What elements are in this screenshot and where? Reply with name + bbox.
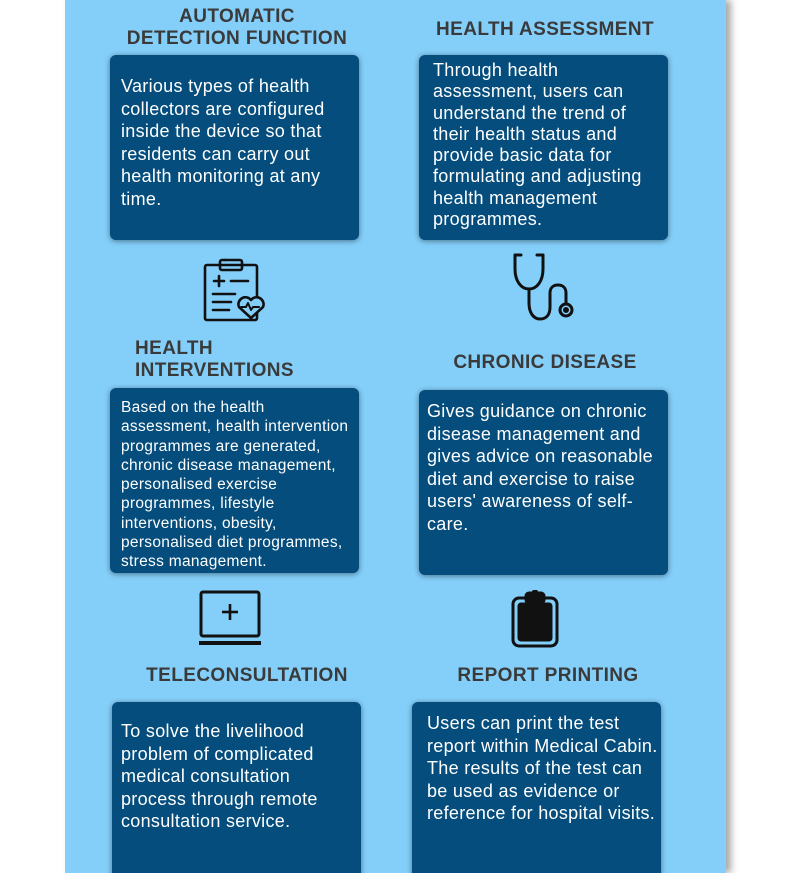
card-automatic-detection	[110, 55, 359, 240]
clipboard-icon	[511, 590, 559, 648]
card-text: Through health assessment, users can understand the trend of their health status and provide basic data for formulating and adjusting health management programmes.	[433, 60, 642, 230]
clipboard-heart-icon	[203, 258, 267, 322]
card-chronic-disease	[419, 390, 668, 575]
card-text: Various types of health collectors are configured inside the device so that residents can carry out health monitoring at any time.	[121, 76, 325, 209]
card-text: Users can print the test report within Medical Cabin. The results of the test can be used as evidence or reference for hospital visits.	[427, 713, 658, 824]
heading-teleconsultation: TELECONSULTATION	[146, 665, 348, 686]
heading-chronic-disease: CHRONIC DISEASE	[453, 352, 637, 373]
heading-health-assessment: HEALTH ASSESSMENT	[436, 19, 654, 40]
card-text: Based on the health assessment, health intervention programmes are generated, chronic disease management, personalised exercise programmes, lifestyle interventions, obesity, personalised diet programmes, stress management.	[121, 399, 349, 571]
card-health-assessment	[419, 55, 668, 240]
heading-report-printing: REPORT PRINTING	[457, 665, 639, 686]
card-health-interventions	[110, 388, 359, 573]
card-teleconsultation	[112, 702, 361, 873]
heading-health-interventions: HEALTH INTERVENTIONS	[135, 338, 294, 381]
info-panel	[65, 0, 726, 873]
laptop-plus-icon	[198, 590, 262, 646]
stethoscope-icon	[509, 252, 577, 324]
card-text: Gives guidance on chronic disease management and gives advice on reasonable diet and exercise to raise users' awareness of self-care.	[427, 401, 653, 534]
card-report-printing	[412, 702, 661, 873]
heading-automatic-detection: AUTOMATIC DETECTION FUNCTION	[126, 6, 348, 49]
card-text: To solve the livelihood problem of complicated medical consultation process through remote consultation service.	[121, 721, 318, 832]
